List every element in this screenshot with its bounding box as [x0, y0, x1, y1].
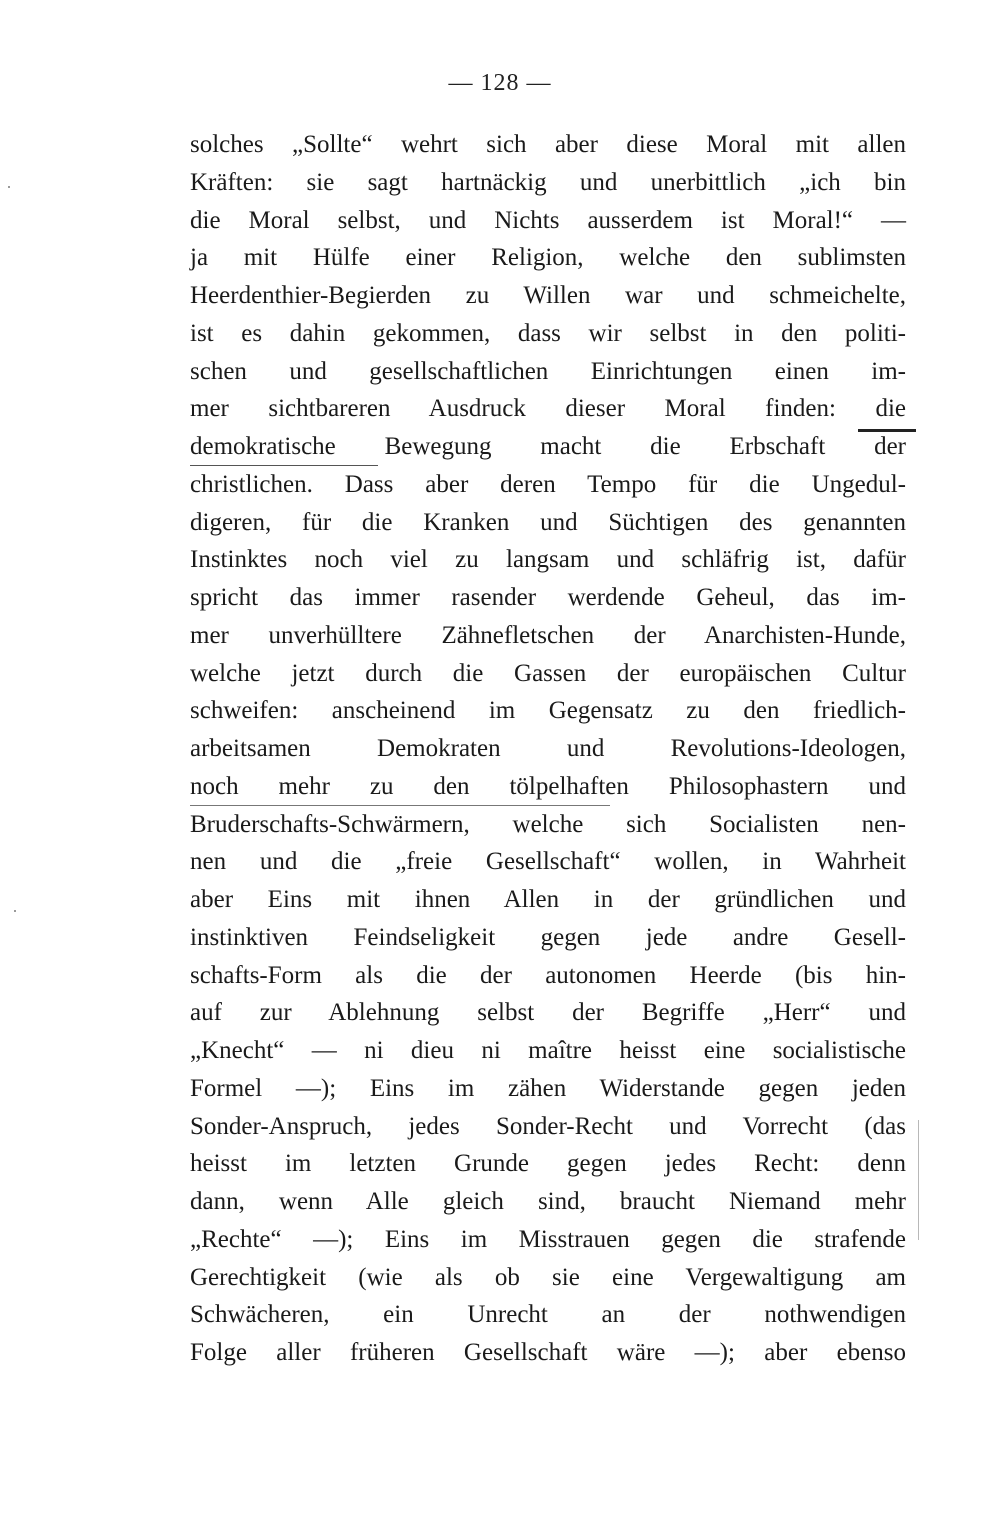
text-line: dann, wenn Alle gleich sind, braucht Niemand mehr	[190, 1188, 906, 1215]
text-line: Sonder-Anspruch, jedes Sonder-Recht und Vorrecht (das	[190, 1112, 906, 1140]
text-line: spricht das immer rasender werdende Geheul, das im-	[190, 584, 906, 611]
text-line: demokratische Bewegung macht die Erbschaft der	[190, 433, 906, 460]
text-line: christlichen. Dass aber deren Tempo für die Ungedul-	[190, 470, 906, 498]
text-line: welche jetzt durch die Gassen der europäischen Cultur	[190, 659, 906, 687]
text-line: arbeitsamen Demokraten und Revolutions-Ideologen,	[190, 735, 906, 762]
text-line: schafts-Form als die der autonomen Heerde (bis hin-	[190, 961, 906, 989]
text-line: Schwächeren, ein Unrecht an der nothwendigen	[190, 1301, 906, 1329]
text-line: aber Eins mit ihnen Allen in der gründlichen und	[190, 886, 906, 913]
text-line: ja mit Hülfe einer Religion, welche den sublimsten	[190, 244, 906, 272]
pencil-underline	[190, 805, 610, 806]
text-line: mer unverhülltere Zähnefletschen der Anarchisten-Hunde,	[190, 621, 906, 649]
body-text	[190, 126, 906, 1372]
text-line: die Moral selbst, und Nichts ausserdem ist Moral!“ —	[190, 206, 906, 234]
text-line: Kräften: sie sagt hartnäckig und unerbittlich „ich bin	[190, 168, 906, 196]
scan-speck	[14, 910, 16, 912]
pencil-underline	[190, 465, 378, 466]
text-line: „Rechte“ —); Eins im Misstrauen gegen die strafende	[190, 1225, 906, 1253]
text-line: digeren, für die Kranken und Süchtigen des genannten	[190, 508, 906, 536]
scan-margin-line	[918, 1120, 919, 1240]
text-line: auf zur Ablehnung selbst der Begriffe „Herr“ und	[190, 999, 906, 1027]
text-line: schen und gesellschaftlichen Einrichtungen einen im-	[190, 357, 906, 385]
text-line: noch mehr zu den tölpelhaften Philosophastern und	[190, 772, 906, 800]
text-line: „Knecht“ — ni dieu ni maître heisst eine socialistische	[190, 1037, 906, 1064]
text-line: instinktiven Feindseligkeit gegen jede andre Gesell-	[190, 923, 906, 951]
text-line: nen und die „freie Gesellschaft“ wollen, in Wahrheit	[190, 848, 906, 876]
page-number: — 128 —	[448, 70, 552, 96]
text-line: Bruderschafts-Schwärmern, welche sich Socialisten nen-	[190, 810, 906, 838]
ink-mark	[858, 429, 916, 432]
text-line: solches „Sollte“ wehrt sich aber diese Moral mit allen	[190, 131, 906, 158]
text-line: Gerechtigkeit (wie als ob sie eine Vergewaltigung am	[190, 1263, 906, 1291]
text-line: Folge aller früheren Gesellschaft wäre —); aber ebenso	[190, 1339, 906, 1366]
text-line: Heerdenthier-Begierden zu Willen war und schmeichelte,	[190, 282, 906, 309]
text-line: ist es dahin gekommen, dass wir selbst in den politi-	[190, 319, 906, 347]
text-line: Instinktes noch viel zu langsam und schläfrig ist, dafür	[190, 546, 906, 574]
text-line: schweifen: anscheinend im Gegensatz zu den friedlich-	[190, 697, 906, 725]
scan-speck	[8, 186, 10, 188]
text-line: heisst im letzten Grunde gegen jedes Recht: denn	[190, 1150, 906, 1178]
text-line: Formel —); Eins im zähen Widerstande gegen jeden	[190, 1074, 906, 1102]
text-line: mer sichtbareren Ausdruck dieser Moral finden: die	[190, 395, 906, 423]
